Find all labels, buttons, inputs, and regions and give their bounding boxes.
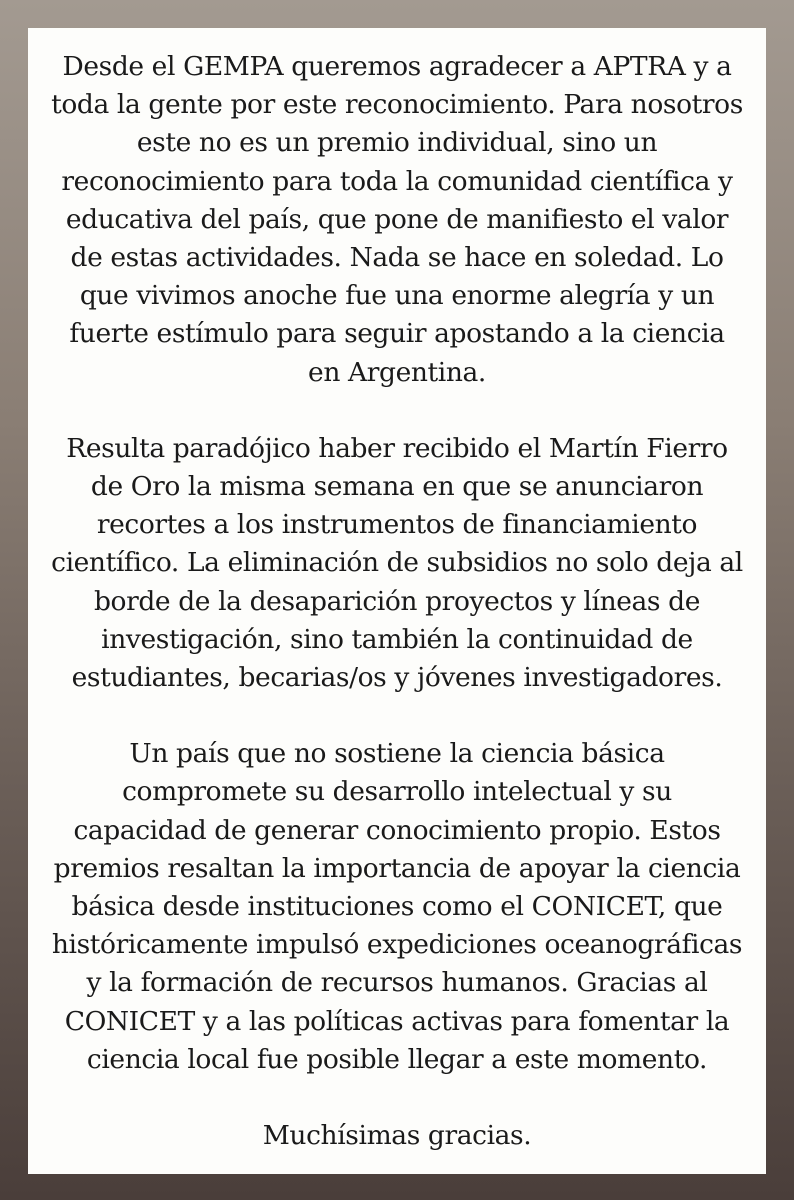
text-line: toda la gente por este reconocimiento. Para nosotros xyxy=(51,89,743,121)
text-line: borde de la desaparición proyectos y líneas de xyxy=(93,585,700,617)
text-line: ciencia local fue posible llegar a este momento. xyxy=(86,1043,708,1075)
text-line: científico. La eliminación de subsidios no solo deja al xyxy=(51,547,743,579)
text-line: estudiantes, becarias/os y jóvenes investigadores. xyxy=(71,662,723,694)
paragraph-thanks xyxy=(46,48,748,392)
text-line: recortes a los instrumentos de financiamiento xyxy=(96,509,698,541)
text-line: educativa del país, que pone de manifiesto el valor xyxy=(65,203,729,235)
paragraph-science xyxy=(46,735,748,1079)
text-line: Resulta paradójico haber recibido el Martín Fierro xyxy=(66,432,728,464)
text-line: premios resaltan la importancia de apoyar la ciencia xyxy=(53,852,741,884)
paragraph-paradox xyxy=(46,430,748,697)
text-line: Muchísimas gracias. xyxy=(262,1120,532,1152)
text-line: este no es un premio individual, sino un xyxy=(136,127,658,159)
text-line: capacidad de generar conocimiento propio. Estos xyxy=(73,814,721,846)
text-line: fuerte estímulo para seguir apostando a la ciencia xyxy=(69,318,725,350)
text-line: Desde el GEMPA queremos agradecer a APTRA y a xyxy=(62,51,732,82)
text-line: investigación, sino también la continuidad de xyxy=(101,623,693,655)
text-line: históricamente impulsó expediciones oceanográficas xyxy=(51,929,743,961)
text-line: de estas actividades. Nada se hace en soledad. Lo xyxy=(70,242,724,274)
paragraph-spacer xyxy=(46,697,748,735)
letter-card xyxy=(28,28,766,1174)
text-line: de Oro la misma semana en que se anunciaron xyxy=(90,471,704,503)
text-line: y la formación de recursos humanos. Gracias al xyxy=(86,967,708,999)
text-line: CONICET y a las políticas activas para fomentar la xyxy=(64,1005,730,1037)
text-line: reconocimiento para toda la comunidad científica y xyxy=(61,165,733,197)
text-line: en Argentina. xyxy=(308,356,486,388)
text-line: básica desde instituciones como el CONICET, que xyxy=(71,891,723,923)
paragraph-spacer xyxy=(46,1079,748,1117)
paragraph-spacer xyxy=(46,392,748,430)
text-line: que vivimos anoche fue una enorme alegría y un xyxy=(79,280,715,312)
text-line: compromete su desarrollo intelectual y su xyxy=(122,776,672,808)
text-line: Un país que no sostiene la ciencia básica xyxy=(129,738,665,770)
paragraph-closing xyxy=(46,1117,748,1155)
